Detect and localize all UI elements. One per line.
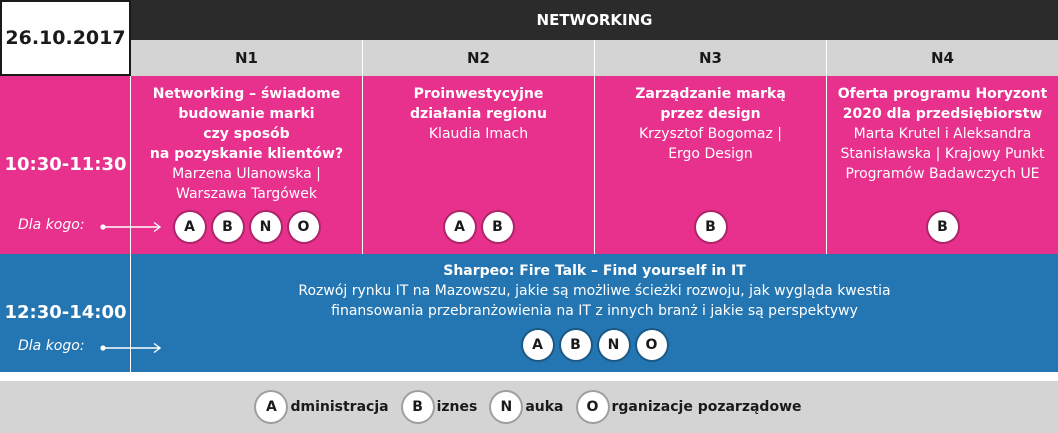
audience-badge-o: O	[289, 212, 319, 242]
session-description: Rozwój rynku IT na Mazowszu, jakie są możliwe ścieżki rozwoju, jak wygląda kwestia finansowania przebranżowienia na IT z innych branż i jakie są perspektywy	[298, 283, 891, 319]
legend-badge-b: B	[403, 392, 433, 422]
audience-badges	[595, 212, 826, 242]
slot1-sessions	[131, 76, 1058, 254]
session-speaker: Krzysztof Bogomaz | Ergo Design	[638, 126, 782, 162]
audience-legend	[0, 381, 1058, 433]
slot2-time: 12:30-14:00	[4, 302, 127, 323]
session-title: Zarządzanie marką przez design	[635, 86, 786, 122]
session-title: Oferta programu Horyzont 2020 dla przedsiębiorstw	[837, 86, 1048, 122]
session-speaker: Klaudia Imach	[428, 126, 529, 142]
column-header-n4: N4	[826, 40, 1058, 76]
legend-badge-a: A	[256, 392, 286, 422]
session-n2	[362, 76, 594, 254]
column-header-n3: N3	[594, 40, 826, 76]
session-n3	[594, 76, 826, 254]
legend-item-organizacje	[578, 392, 802, 422]
slot1-dla-kogo: Dla kogo:	[18, 217, 85, 233]
session-n4	[826, 76, 1058, 254]
audience-badge-a: A	[445, 212, 475, 242]
legend-item-biznes	[403, 392, 478, 422]
session-speaker: Marta Krutel i Aleksandra Stanisławska | Krajowy Punkt Programów Badawczych UE	[840, 126, 1045, 182]
legend-text: rganizacje pozarządowe	[611, 399, 802, 415]
track-title: NETWORKING	[131, 0, 1058, 40]
session-title: Networking – świadome budowanie marki czy sposób na pozyskanie klientów?	[149, 86, 344, 162]
slot1-time-cell	[0, 76, 131, 254]
session-title: Sharpeo: Fire Talk – Find yourself in IT	[443, 263, 746, 279]
audience-badge-b: B	[561, 330, 591, 360]
audience-badge-a: A	[175, 212, 205, 242]
slot1-time: 10:30-11:30	[4, 154, 127, 175]
legend-item-nauka	[491, 392, 563, 422]
column-header-n1: N1	[235, 49, 258, 67]
audience-badge-b: B	[483, 212, 513, 242]
session-speaker: Marzena Ulanowska | Warszawa Targówek	[172, 166, 321, 202]
audience-badges	[131, 212, 362, 242]
legend-text: iznes	[436, 399, 478, 415]
slot2-session	[131, 254, 1058, 372]
slot2-time-cell	[0, 254, 131, 372]
legend-item-administracja	[256, 392, 388, 422]
audience-badge-a: A	[523, 330, 553, 360]
session-n1	[131, 76, 362, 254]
column-header-n2: N2	[362, 40, 594, 76]
slot2-dla-kogo: Dla kogo:	[18, 338, 85, 354]
event-date: 26.10.2017	[0, 0, 131, 76]
audience-badge-b: B	[213, 212, 243, 242]
legend-badge-o: O	[578, 392, 608, 422]
audience-badge-o: O	[637, 330, 667, 360]
column-headers	[131, 40, 1058, 76]
audience-badge-n: N	[599, 330, 629, 360]
legend-text: auka	[525, 399, 564, 415]
audience-badge-b: B	[928, 212, 958, 242]
audience-badge-n: N	[251, 212, 281, 242]
audience-badges	[131, 330, 1058, 360]
audience-badges	[363, 212, 594, 242]
legend-badge-n: N	[491, 392, 521, 422]
audience-badge-b: B	[696, 212, 726, 242]
session-title: Proinwestycyjne działania regionu	[410, 86, 547, 122]
legend-text: dministracja	[290, 399, 389, 415]
audience-badges	[827, 212, 1058, 242]
